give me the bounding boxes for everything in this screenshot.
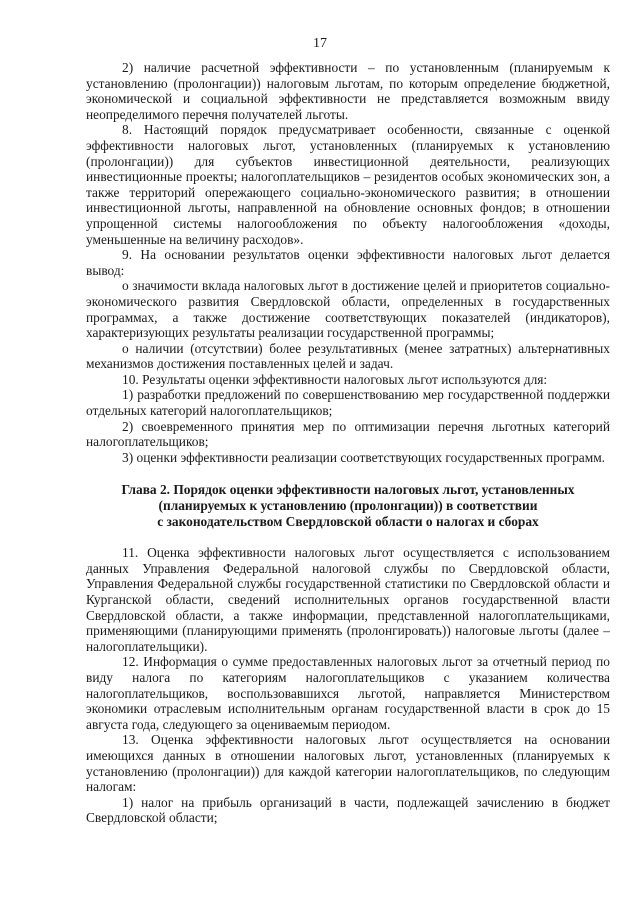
usage-item-1: 1) разработки предложений по совершенствованию мер государственной поддержки отдельных категорий налогоплательщиков; <box>86 387 610 419</box>
page-number: 17 <box>313 36 327 51</box>
paragraph-9-conclusion: 9. На основании результатов оценки эффективности налоговых льгот делается вывод: <box>86 247 610 278</box>
usage-item-3: 3) оценки эффективности реализации соответствующих государственных программ. <box>122 449 606 465</box>
chapter-heading-line-2: (планируемых к установлению (пролонгации)) в соответствии <box>158 498 538 514</box>
document-body <box>86 60 610 826</box>
conclusion-significance: о значимости вклада налоговых льгот в достижение целей и приоритетов социально-экономического развития Свердловской области, определенных в государственных программах, а также достижение соответствующих показателей (индикаторов), характеризующих результаты реализации государственной программы; <box>86 278 610 341</box>
paragraph-13-assessment-basis: 13. Оценка эффективности налоговых льгот осуществляется на основании имеющихся данных в отношении налоговых льгот, установленных (планируемых к установлению (пролонгации)) для каждой категории налогоплательщиков, по следующим налогам: <box>86 732 610 795</box>
chapter-2-heading <box>86 482 610 529</box>
chapter-heading-line-3: с законодательством Свердловской области о налогах и сборах <box>157 513 539 529</box>
paragraph-12-benefit-information: 12. Информация о сумме предоставленных налоговых льгот за отчетный период по виду налога по категориям налогоплательщиков с указанием количества налогоплательщиков, воспользовавшихся льготой, направляется Министерством экономики отраслевым исполнительным органам государственной власти в срок до 15 августа года, следующего за оцениваемым периодом. <box>86 654 610 732</box>
chapter-heading-line-1: Глава 2. Порядок оценки эффективности налоговых льгот, установленных <box>121 482 575 498</box>
paragraph-11-data-sources: 11. Оценка эффективности налоговых льгот осуществляется с использованием данных Управления Федеральной налоговой службы по Свердловской области, Управления Федеральной службы государственной статистики по Свердловской области и Курганской области, сведений исполнительных органов государственной власти Свердловской области, а также информации, представленной налогоплательщиками, применяющими (планирующими применять (пролонгировать)) налоговые льготы (далее – налогоплательщики). <box>86 545 610 654</box>
paragraph-10-results-usage: 10. Результаты оценки эффективности налоговых льгот используются для: <box>122 371 548 387</box>
paragraph-item-2-calculated-efficiency: 2) наличие расчетной эффективности – по установленным (планируемым к установлению (пролонгации)) налоговым льготам, по которым определение бюджетной, экономической и социальной эффективности не представляется возможным ввиду неопределимого перечня получателей льготы. <box>86 60 610 122</box>
tax-item-1-profit-tax: 1) налог на прибыль организаций в части, подлежащей зачислению в бюджет Свердловской области; <box>86 794 610 826</box>
usage-item-2: 2) своевременного принятия мер по оптимизации перечня льготных категорий налогоплательщиков; <box>86 418 610 450</box>
paragraph-8-special-features: 8. Настоящий порядок предусматривает особенности, связанные с оценкой эффективности налоговых льгот, установленных (планируемых к установлению (пролонгации)) для субъектов инвестиционной деятельности, реализующих инвестиционные проекты; налогоплательщиков – резидентов особых экономических зон, а также территорий опережающего социально-экономического развития; в отношении инвестиционной льготы, направленной на обновление основных фондов; в отношении упрощенной системы налогообложения по объекту налогообложения «доходы, уменьшенные на величину расходов». <box>86 122 610 247</box>
conclusion-alternatives: о наличии (отсутствии) более результативных (менее затратных) альтернативных механизмов достижения поставленных целей и задач. <box>86 340 610 372</box>
